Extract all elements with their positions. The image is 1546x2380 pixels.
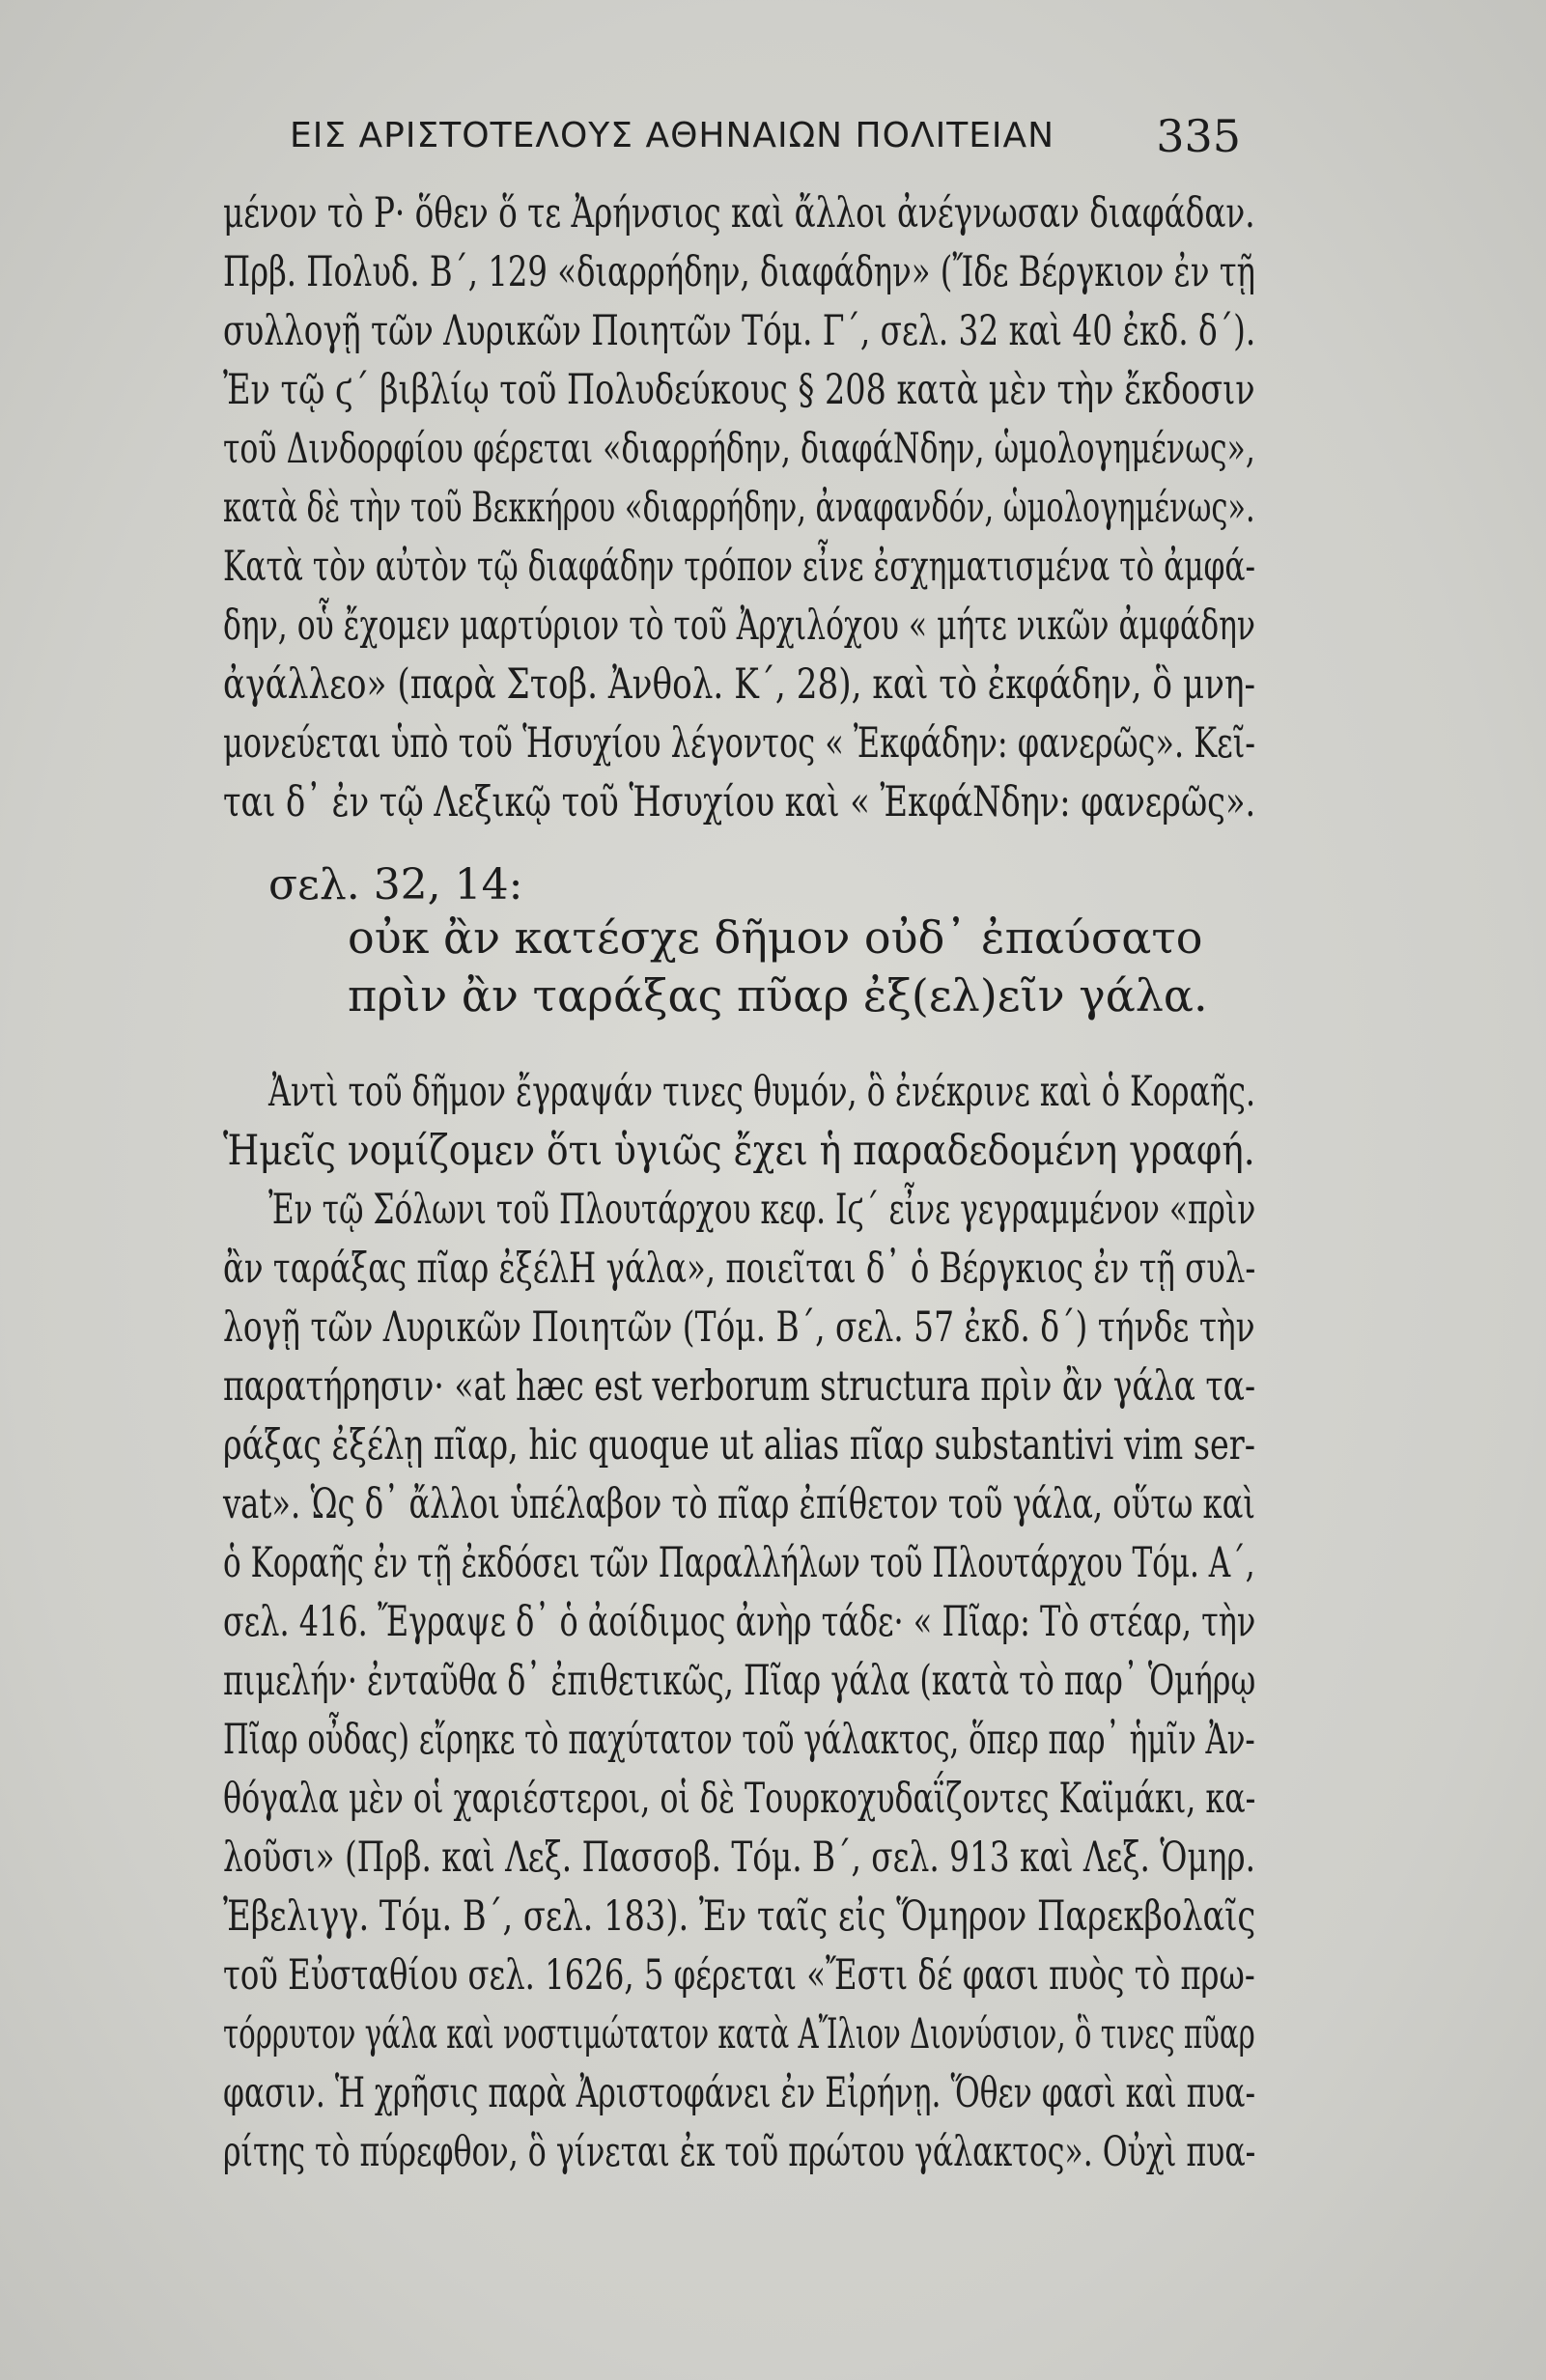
text-line: Ἀντὶ τοῦ δῆμον ἔγραψάν τινες θυμόν, ὃ ἐνέκρινε καὶ ὁ Κοραῆς. bbox=[268, 1068, 1256, 1116]
text-line: τόρρυτον γάλα καὶ νοστιμώτατον κατὰ ΑἼλιον Διονύσιον, ὃ τινες πῦαρ bbox=[223, 2010, 1255, 2058]
text-line: Ἐν τῷ ϛ΄ βιβλίῳ τοῦ Πολυδεύκους § 208 κατὰ μὲν τὴν ἔκδοσιν bbox=[223, 366, 1255, 414]
text-line: λοῦσι» (Πρβ. καὶ Λεξ. Πασσοβ. Τόμ. Β΄, σελ. 913 καὶ Λεξ. Ὁμηρ. bbox=[223, 1834, 1256, 1882]
text-line: πιμελήν· ἐνταῦθα δ᾿ ἐπιθετικῶς, Πῖαρ γάλα (κατὰ τὸ παρ᾿ Ὁμήρῳ bbox=[223, 1657, 1256, 1705]
citation: σελ. 32, 14: bbox=[268, 860, 523, 910]
text-line: τοῦ Δινδορφίου φέρεται «διαρρήδην, διαφάΝδην, ὡμολογημένως», bbox=[223, 425, 1255, 473]
text-line: ὁ Κοραῆς ἐν τῇ ἐκδόσει τῶν Παραλλήλων τοῦ Πλουτάρχου Τόμ. Α΄, bbox=[223, 1539, 1255, 1587]
running-head: ΕΙΣ ΑΡΙΣΤΟΤΕΛΟΥΣ ΑΘΗΝΑΙΩΝ ΠΟΛΙΤΕΙΑΝ bbox=[290, 116, 1055, 155]
text-line: λογῇ τῶν Λυρικῶν Ποιητῶν (Τόμ. Β΄, σελ. 57 ἐκδ. δ΄) τήνδε τὴν bbox=[223, 1303, 1255, 1352]
text-line: vat». Ὡς δ᾿ ἄλλοι ὑπέλαβον τὸ πῖαρ ἐπίθετον τοῦ γάλα, οὕτω καὶ bbox=[223, 1480, 1256, 1528]
text-line: ἂν ταράξας πῖαρ ἐξέλΗ γάλα», ποιεῖται δ᾿ ὁ Βέργκιος ἐν τῇ συλ- bbox=[223, 1245, 1256, 1293]
text-line: Κατὰ τὸν αὐτὸν τῷ διαφάδην τρόπον εἶνε ἐσχηματισμένα τὸ ἀμφά- bbox=[223, 543, 1256, 591]
text-line: ρίτης τὸ πύρεφθον, ὃ γίνεται ἐκ τοῦ πρώτου γάλακτος». Οὐχὶ πυα- bbox=[223, 2128, 1256, 2176]
text-line: σελ. 416. Ἔγραψε δ᾿ ὁ ἀοίδιμος ἀνὴρ τάδε· « Πῖαρ: Τὸ στέαρ, τὴν bbox=[223, 1598, 1256, 1646]
text-line: θόγαλα μὲν οἱ χαριέστεροι, οἱ δὲ Τουρκοχυδαΐζοντες Καϊμάκι, κα- bbox=[223, 1775, 1256, 1823]
text-line: ράξας ἐξέλῃ πῖαρ, hic quoque ut alias πῖαρ substantivi vim ser- bbox=[223, 1421, 1256, 1470]
text-line: ται δ᾿ ἐν τῷ Λεξικῷ τοῦ Ἡσυχίου καὶ « ἘκφάΝδην: φανερῶς». bbox=[223, 778, 1256, 826]
text-line: μένον τὸ Ρ· ὅθεν ὅ τε Ἀρήνσιος καὶ ἄλλοι ἀνέγνωσαν διαφάδαν. bbox=[223, 189, 1255, 238]
text-line: Ἡμεῖς νομίζομεν ὅτι ὑγιῶς ἔχει ἡ παραδεδομένη γραφή. bbox=[223, 1127, 1255, 1175]
text-line: Πρβ. Πολυδ. Β΄, 129 «διαρρήδην, διαφάδην» (Ἴδε Βέργκιον ἐν τῇ bbox=[223, 248, 1255, 296]
text-line: παρατήρησιν· «at hæc est verborum structura πρὶν ἂν γάλα τα- bbox=[223, 1362, 1256, 1411]
text-line: Ἐν τῷ Σόλωνι τοῦ Πλουτάρχου κεφ. Ιϛ΄ εἶνε γεγραμμένον «πρὶν bbox=[268, 1186, 1256, 1234]
verse-line: οὐκ ἂν κατέσχε δῆμον οὐδ᾿ ἐπαύσατο bbox=[348, 911, 1203, 964]
text-line: τοῦ Εὐσταθίου σελ. 1626, 5 φέρεται «Ἔστι δέ φασι πυὸς τὸ πρω- bbox=[223, 1951, 1255, 2000]
verse-line: πρὶν ἂν ταράξας πῦαρ ἐξ(ελ)εῖν γάλα. bbox=[348, 969, 1208, 1022]
text-line: μονεύεται ὑπὸ τοῦ Ἡσυχίου λέγοντος « Ἐκφάδην: φανερῶς». Κεῖ- bbox=[223, 719, 1256, 768]
text-line: Πῖαρ οὖδας) εἴρηκε τὸ παχύτατον τοῦ γάλακτος, ὅπερ παρ᾿ ἡμῖν Ἀν- bbox=[223, 1716, 1255, 1764]
text-line: δην, οὗ ἔχομεν μαρτύριον τὸ τοῦ Ἀρχιλόχου « μήτε νικῶν ἀμφάδην bbox=[223, 602, 1255, 650]
page-number: 335 bbox=[1156, 110, 1241, 162]
text-line: φασιν. Ἡ χρῆσις παρὰ Ἀριστοφάνει ἐν Εἰρήνῃ. Ὅθεν φασὶ καὶ πυα- bbox=[223, 2069, 1256, 2117]
text-line: συλλογῇ τῶν Λυρικῶν Ποιητῶν Τόμ. Γ΄, σελ. 32 καὶ 40 ἐκδ. δ΄). bbox=[223, 307, 1256, 355]
text-line: ἀγάλλεο» (παρὰ Στοβ. Ἀνθολ. Κ΄, 28), καὶ τὸ ἐκφάδην, ὃ μνη- bbox=[223, 660, 1256, 709]
text-line: Ἐβελιγγ. Τόμ. Β΄, σελ. 183). Ἐν ταῖς εἰς Ὅμηρον Παρεκβολαῖς bbox=[223, 1892, 1256, 1941]
text-line: κατὰ δὲ τὴν τοῦ Βεκκήρου «διαρρήδην, ἀναφανδόν, ὡμολογημένως». bbox=[223, 484, 1255, 532]
